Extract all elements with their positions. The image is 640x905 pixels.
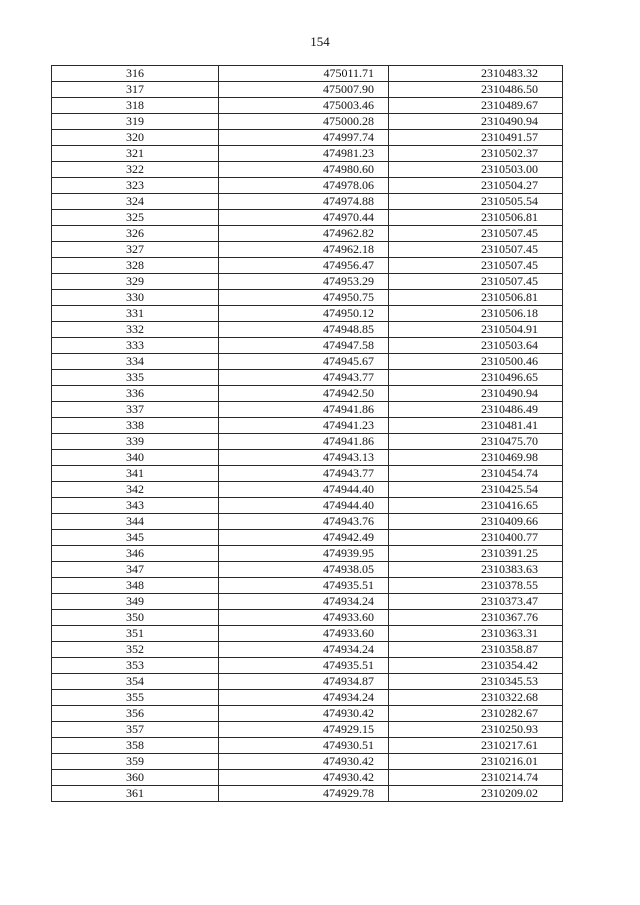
point-number-cell: 328 [52,258,219,274]
y-coordinate-cell: 2310373.47 [389,594,563,610]
x-coordinate-cell: 474943.77 [219,466,389,482]
x-coordinate-cell: 474981.23 [219,146,389,162]
y-coordinate-cell: 2310503.00 [389,162,563,178]
point-number-cell: 329 [52,274,219,290]
x-coordinate-cell: 474945.67 [219,354,389,370]
point-number-cell: 344 [52,514,219,530]
table-row [52,66,563,82]
x-coordinate-cell: 474934.24 [219,594,389,610]
y-coordinate-cell: 2310216.01 [389,754,563,770]
y-coordinate-cell: 2310506.81 [389,290,563,306]
table-row [52,450,563,466]
y-coordinate-cell: 2310491.57 [389,130,563,146]
point-number-cell: 356 [52,706,219,722]
table-row [52,626,563,642]
x-coordinate-cell: 474948.85 [219,322,389,338]
point-number-cell: 332 [52,322,219,338]
point-number-cell: 338 [52,418,219,434]
y-coordinate-cell: 2310507.45 [389,274,563,290]
table-row [52,114,563,130]
point-number-cell: 348 [52,578,219,594]
coordinates-table [51,65,563,802]
table-row [52,738,563,754]
x-coordinate-cell: 474930.42 [219,706,389,722]
point-number-cell: 323 [52,178,219,194]
x-coordinate-cell: 475007.90 [219,82,389,98]
table-row [52,146,563,162]
y-coordinate-cell: 2310507.45 [389,258,563,274]
table-row [52,466,563,482]
point-number-cell: 339 [52,434,219,450]
table-row [52,546,563,562]
table-row [52,210,563,226]
y-coordinate-cell: 2310358.87 [389,642,563,658]
y-coordinate-cell: 2310214.74 [389,770,563,786]
point-number-cell: 341 [52,466,219,482]
x-coordinate-cell: 474941.86 [219,434,389,450]
table-row [52,418,563,434]
x-coordinate-cell: 474941.86 [219,402,389,418]
x-coordinate-cell: 474939.95 [219,546,389,562]
y-coordinate-cell: 2310507.45 [389,242,563,258]
x-coordinate-cell: 475003.46 [219,98,389,114]
x-coordinate-cell: 474941.23 [219,418,389,434]
y-coordinate-cell: 2310506.81 [389,210,563,226]
y-coordinate-cell: 2310506.18 [389,306,563,322]
x-coordinate-cell: 474929.78 [219,786,389,802]
table-row [52,658,563,674]
x-coordinate-cell: 474947.58 [219,338,389,354]
x-coordinate-cell: 474934.87 [219,674,389,690]
point-number-cell: 354 [52,674,219,690]
y-coordinate-cell: 2310383.63 [389,562,563,578]
x-coordinate-cell: 474930.42 [219,770,389,786]
x-coordinate-cell: 474974.88 [219,194,389,210]
y-coordinate-cell: 2310504.27 [389,178,563,194]
point-number-cell: 351 [52,626,219,642]
point-number-cell: 349 [52,594,219,610]
y-coordinate-cell: 2310486.49 [389,402,563,418]
x-coordinate-cell: 474970.44 [219,210,389,226]
point-number-cell: 327 [52,242,219,258]
y-coordinate-cell: 2310500.46 [389,354,563,370]
x-coordinate-cell: 474943.13 [219,450,389,466]
y-coordinate-cell: 2310503.64 [389,338,563,354]
x-coordinate-cell: 474944.40 [219,482,389,498]
x-coordinate-cell: 474933.60 [219,626,389,642]
table-row [52,674,563,690]
x-coordinate-cell: 474950.75 [219,290,389,306]
point-number-cell: 320 [52,130,219,146]
y-coordinate-cell: 2310505.54 [389,194,563,210]
point-number-cell: 359 [52,754,219,770]
y-coordinate-cell: 2310282.67 [389,706,563,722]
y-coordinate-cell: 2310490.94 [389,386,563,402]
table-row [52,386,563,402]
y-coordinate-cell: 2310469.98 [389,450,563,466]
table-row [52,306,563,322]
table-row [52,354,563,370]
table-row [52,130,563,146]
table-row [52,642,563,658]
table-row [52,162,563,178]
point-number-cell: 346 [52,546,219,562]
y-coordinate-cell: 2310250.93 [389,722,563,738]
table-row [52,242,563,258]
point-number-cell: 340 [52,450,219,466]
table-row [52,290,563,306]
table-row [52,322,563,338]
table-row [52,722,563,738]
point-number-cell: 355 [52,690,219,706]
x-coordinate-cell: 474980.60 [219,162,389,178]
x-coordinate-cell: 474942.50 [219,386,389,402]
point-number-cell: 330 [52,290,219,306]
x-coordinate-cell: 474953.29 [219,274,389,290]
x-coordinate-cell: 474935.51 [219,658,389,674]
point-number-cell: 335 [52,370,219,386]
point-number-cell: 343 [52,498,219,514]
table-row [52,754,563,770]
y-coordinate-cell: 2310483.32 [389,66,563,82]
x-coordinate-cell: 474934.24 [219,642,389,658]
point-number-cell: 358 [52,738,219,754]
table-row [52,530,563,546]
x-coordinate-cell: 475011.71 [219,66,389,82]
table-row [52,194,563,210]
y-coordinate-cell: 2310416.65 [389,498,563,514]
coordinates-table-body [52,66,563,802]
table-row [52,482,563,498]
y-coordinate-cell: 2310391.25 [389,546,563,562]
table-row [52,226,563,242]
table-row [52,594,563,610]
point-number-cell: 316 [52,66,219,82]
y-coordinate-cell: 2310490.94 [389,114,563,130]
table-row [52,562,563,578]
x-coordinate-cell: 474935.51 [219,578,389,594]
y-coordinate-cell: 2310481.41 [389,418,563,434]
x-coordinate-cell: 474933.60 [219,610,389,626]
y-coordinate-cell: 2310507.45 [389,226,563,242]
table-row [52,274,563,290]
x-coordinate-cell: 475000.28 [219,114,389,130]
y-coordinate-cell: 2310486.50 [389,82,563,98]
y-coordinate-cell: 2310400.77 [389,530,563,546]
x-coordinate-cell: 474943.76 [219,514,389,530]
x-coordinate-cell: 474930.51 [219,738,389,754]
point-number-cell: 331 [52,306,219,322]
point-number-cell: 353 [52,658,219,674]
x-coordinate-cell: 474944.40 [219,498,389,514]
x-coordinate-cell: 474938.05 [219,562,389,578]
table-row [52,706,563,722]
x-coordinate-cell: 474978.06 [219,178,389,194]
x-coordinate-cell: 474997.74 [219,130,389,146]
point-number-cell: 325 [52,210,219,226]
point-number-cell: 352 [52,642,219,658]
table-row [52,610,563,626]
y-coordinate-cell: 2310367.76 [389,610,563,626]
y-coordinate-cell: 2310425.54 [389,482,563,498]
x-coordinate-cell: 474930.42 [219,754,389,770]
x-coordinate-cell: 474943.77 [219,370,389,386]
table-row [52,770,563,786]
point-number-cell: 334 [52,354,219,370]
point-number-cell: 361 [52,786,219,802]
point-number-cell: 317 [52,82,219,98]
point-number-cell: 350 [52,610,219,626]
point-number-cell: 336 [52,386,219,402]
point-number-cell: 360 [52,770,219,786]
x-coordinate-cell: 474934.24 [219,690,389,706]
table-row [52,82,563,98]
point-number-cell: 319 [52,114,219,130]
point-number-cell: 347 [52,562,219,578]
point-number-cell: 337 [52,402,219,418]
table-row [52,258,563,274]
point-number-cell: 357 [52,722,219,738]
point-number-cell: 342 [52,482,219,498]
x-coordinate-cell: 474962.82 [219,226,389,242]
y-coordinate-cell: 2310354.42 [389,658,563,674]
x-coordinate-cell: 474929.15 [219,722,389,738]
y-coordinate-cell: 2310209.02 [389,786,563,802]
table-row [52,178,563,194]
point-number-cell: 321 [52,146,219,162]
point-number-cell: 322 [52,162,219,178]
x-coordinate-cell: 474950.12 [219,306,389,322]
x-coordinate-cell: 474962.18 [219,242,389,258]
y-coordinate-cell: 2310378.55 [389,578,563,594]
point-number-cell: 345 [52,530,219,546]
table-row [52,402,563,418]
page-number: 154 [310,34,330,49]
table-row [52,690,563,706]
y-coordinate-cell: 2310475.70 [389,434,563,450]
y-coordinate-cell: 2310504.91 [389,322,563,338]
y-coordinate-cell: 2310502.37 [389,146,563,162]
table-row [52,498,563,514]
point-number-cell: 333 [52,338,219,354]
point-number-cell: 324 [52,194,219,210]
table-row [52,370,563,386]
point-number-cell: 326 [52,226,219,242]
y-coordinate-cell: 2310322.68 [389,690,563,706]
table-row [52,578,563,594]
table-row [52,514,563,530]
y-coordinate-cell: 2310454.74 [389,466,563,482]
y-coordinate-cell: 2310489.67 [389,98,563,114]
y-coordinate-cell: 2310363.31 [389,626,563,642]
table-row [52,434,563,450]
x-coordinate-cell: 474956.47 [219,258,389,274]
y-coordinate-cell: 2310409.66 [389,514,563,530]
y-coordinate-cell: 2310217.61 [389,738,563,754]
table-row [52,786,563,802]
y-coordinate-cell: 2310345.53 [389,674,563,690]
table-row [52,338,563,354]
point-number-cell: 318 [52,98,219,114]
x-coordinate-cell: 474942.49 [219,530,389,546]
y-coordinate-cell: 2310496.65 [389,370,563,386]
table-row [52,98,563,114]
